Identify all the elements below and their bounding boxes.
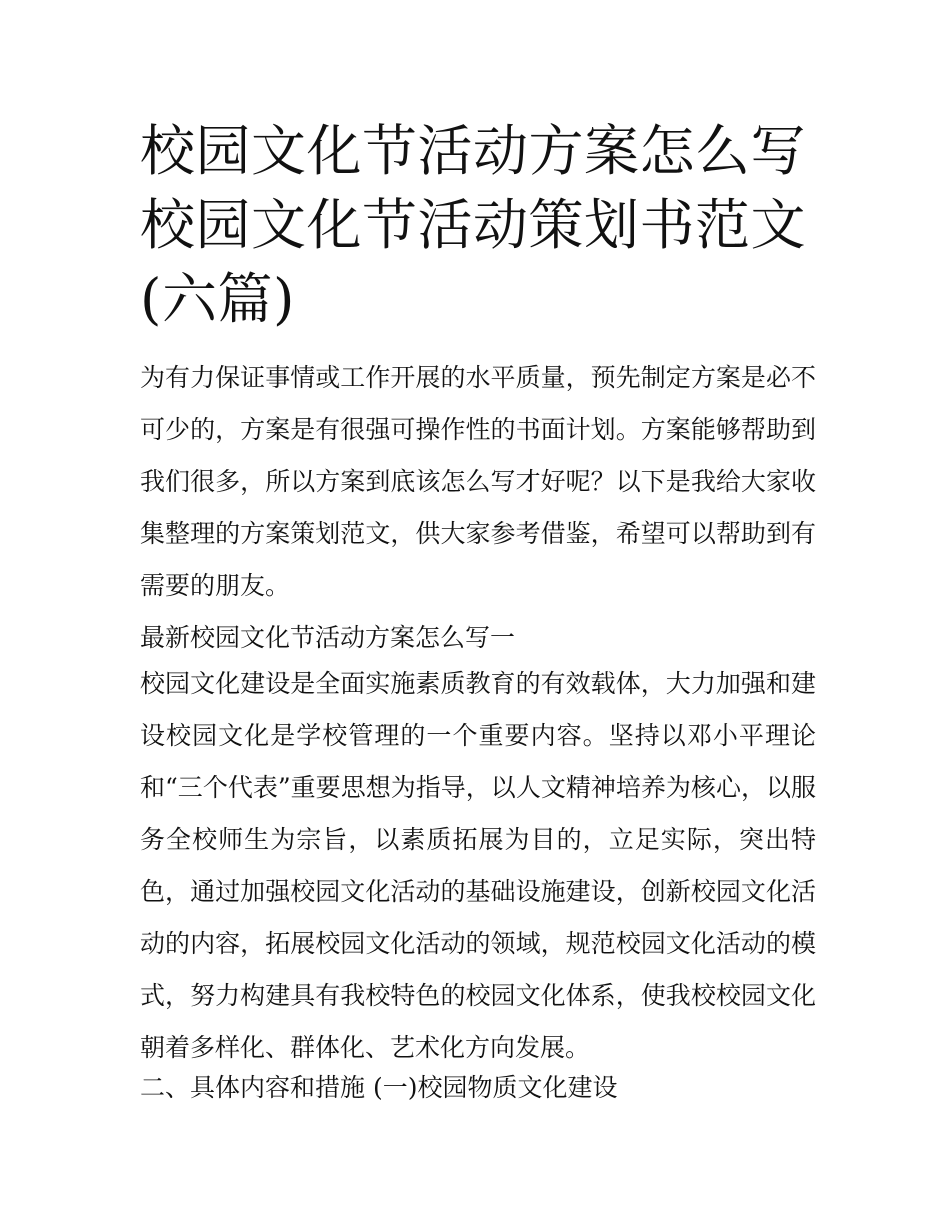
section-heading-1: 最新校园文化节活动方案怎么写一 bbox=[140, 623, 516, 652]
document-title: 校园文化节活动方案怎么写 校园文化节活动策划书范文(六篇) bbox=[140, 119, 807, 331]
intro-paragraph: 为有力保证事情或工作开展的水平质量，预先制定方案是必不可少的，方案是有很强可操作性的书面计划。方案能够帮助到我们很多，所以方案到底该怎么写才好呢？以下是我给大家收集整理的方案策划范文，供大家参考借鉴，希望可以帮助到有需要的朋友。 bbox=[140, 363, 816, 600]
section-body-paragraph: 校园文化建设是全面实施素质教育的有效载体，大力加强和建设校园文化是学校管理的一个重要内容。坚持以邓小平理论和“三个代表”重要思想为指导，以人文精神培养为核心，以服务全校师生为宗旨，以素质拓展为目的，立足实际，突出特色，通过加强校园文化活动的基础设施建设，创新校园文化活动的内容，拓展校园文化活动的领域，规范校园文化活动的模式，努力构建具有我校特色的校园文化体系，使我校校园文化朝着多样化、群体化、艺术化方向发展。 bbox=[140, 669, 816, 1062]
section-heading-2: 二、具体内容和措施 (一)校园物质文化建设 bbox=[140, 1073, 618, 1102]
